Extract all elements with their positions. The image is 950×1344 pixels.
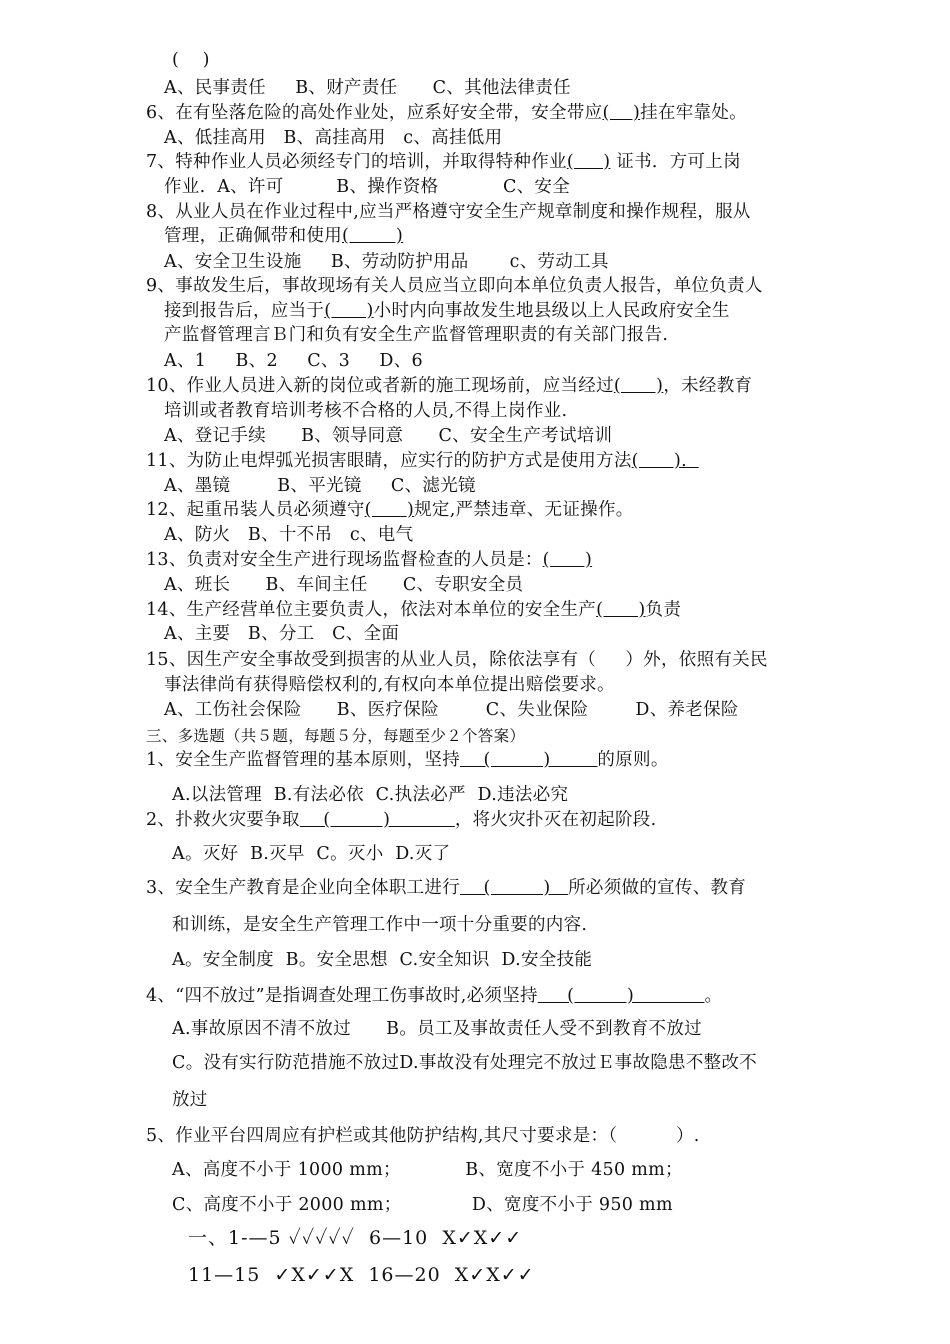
q14-options: A、主要 B、分工 C、全面	[164, 624, 400, 644]
q8-options: A、安全卫生设施 B、劳动防护用品 c、劳动工具	[164, 252, 609, 272]
m2-blank: ( )	[299, 810, 455, 830]
m1-blank: ( )	[460, 750, 598, 770]
q11-options: A、墨镜 B、平光镜 C、滤光镜	[164, 476, 476, 496]
q8-blank: ( )	[342, 226, 404, 246]
m5-options-1: A、高度不小于 1000 mm； B、宽度不小于 450 mm；	[172, 1160, 683, 1180]
question-14: 14、生产经营单位主要负责人，依法对本单位的安全生产( )负责	[146, 600, 682, 620]
m1-options: A.以法管理 B.有法必依 C.执法必严 D.违法必究	[172, 785, 569, 805]
multi-question-1: 1、安全生产监督管理的基本原则，坚持 ( ) 的原则。	[146, 750, 669, 770]
q11-blank: ( ).	[631, 451, 699, 471]
q10-options: A、登记手续 B、领导同意 C、安全生产考试培训	[164, 426, 613, 446]
answer-key-line-1: 一、1-—5 ✓✓✓✓✓ 6—10 X✓X✓✓	[188, 1227, 523, 1249]
question-12: 12、起重吊装人员必须遵守( )规定,严禁违章、无证操作。	[146, 500, 634, 520]
top-blank: ( )	[172, 50, 210, 70]
q6-blank: ( )	[602, 103, 641, 123]
question-9-line-3: 产监督管理言Ｂ门和负有安全生产监督管理职责的有关部门报告.	[164, 325, 669, 345]
question-6: 6、在有坠落危险的高处作业处，应系好安全带，安全带应( )挂在牢靠处。	[146, 103, 747, 123]
m4-options-line-2: C。没有实行防范措施不放过D.事故没有处理完不放过Ｅ事故隐患不整改不	[172, 1053, 758, 1073]
section-3-heading: 三、多选题（共５题，每题５分，每题至少２个答案）	[146, 727, 526, 745]
multi-question-3-line-2: 和训练，是安全生产管理工作中一项十分重要的内容.	[172, 915, 588, 935]
question-9-line-2: 接到报告后，应当于( )小时内向事故发生地县级以上人民政府安全生	[164, 301, 730, 321]
q14-blank: ( )	[596, 600, 646, 620]
question-9: 9、事故发生后，事故现场有关人员应当立即向本单位负责人报告，单位负责人	[146, 276, 763, 296]
q13-blank: ( )	[542, 550, 593, 570]
question-10: 10、作业人员进入新的岗位或者新的施工现场前，应当经过( )，未经教育	[146, 376, 753, 396]
m4-options-line-1: A.事故原因不清不放过 B。员工及事故责任人受不到教育不放过	[172, 1019, 702, 1039]
q12-blank: ( )	[364, 500, 415, 520]
question-11: 11、为防止电焊弧光损害眼睛，应实行的防护方式是使用方法( ).	[146, 451, 699, 471]
multi-question-4: 4、“四不放过”是指调查处理工伤事故时,必须坚持 ( ) 。	[146, 986, 723, 1006]
q6-options: A、低挂高用 B、高挂高用 c、高挂低用	[164, 128, 503, 148]
question-7-line-2: 作业. A、许可 B、操作资格 C、安全	[164, 177, 571, 197]
multi-question-5: 5、作业平台四周应有护栏或其他防护结构,其尺寸要求是：（ ）.	[146, 1126, 700, 1146]
question-8-line-2: 管理，正确佩带和使用( )	[164, 226, 404, 246]
q9-blank: ( )	[324, 301, 374, 321]
question-10-line-2: 培训或者教育培训考核不合格的人员,不得上岗作业.	[164, 401, 568, 421]
m3-options: A。安全制度 B。安全思想 C.安全知识 D.安全技能	[172, 950, 593, 970]
m3-blank: ( )	[460, 878, 569, 898]
question-8: 8、从业人员在作业过程中,应当严格遵守安全生产规章制度和操作规程，服从	[146, 202, 751, 222]
q9-options: A、1 B、2 C、3 D、6	[164, 351, 423, 371]
q10-blank: ( )	[613, 376, 664, 396]
answer-key-line-2: 11—15 ✓X✓✓X 16—20 X✓X✓✓	[188, 1264, 535, 1286]
q15-options: A、工伤社会保险 B、医疗保险 C、失业保险 D、养老保险	[164, 700, 739, 720]
q7-blank: ( )	[566, 152, 611, 172]
q5-options: A、民事责任 B、财产责任 C、其他法律责任	[164, 78, 571, 98]
question-15-line-2: 事法律尚有获得赔偿权利的,有权向本单位提出赔偿要求。	[164, 675, 615, 695]
question-15: 15、因生产安全事故受到损害的从业人员，除依法享有（ ）外，依照有关民	[146, 650, 768, 670]
question-7: 7、特种作业人员必须经专门的培训，并取得特种作业( ) 证书．方可上岗	[146, 152, 741, 172]
multi-question-3: 3、安全生产教育是企业向全体职工进行 ( ) 所必须做的宣传、教育	[146, 878, 747, 898]
question-13: 13、负责对安全生产进行现场监督检查的人员是：( )	[146, 550, 593, 570]
m4-blank: ( )	[537, 986, 705, 1006]
m5-options-2: C、高度不小于 2000 mm； D、宽度不小于 950 mm	[172, 1195, 673, 1215]
m4-options-line-3: 放过	[172, 1090, 208, 1110]
q13-options: A、班长 B、车间主任 C、专职安全员	[164, 575, 524, 595]
m2-options: A。灭好 B.灭早 C。灭小 D.灭了	[172, 844, 451, 864]
q12-options: A、防火 B、十不吊 c、电气	[164, 525, 414, 545]
multi-question-2: 2、扑救火灾要争取 ( ) ，将火灾扑灭在初起阶段.	[146, 810, 657, 830]
